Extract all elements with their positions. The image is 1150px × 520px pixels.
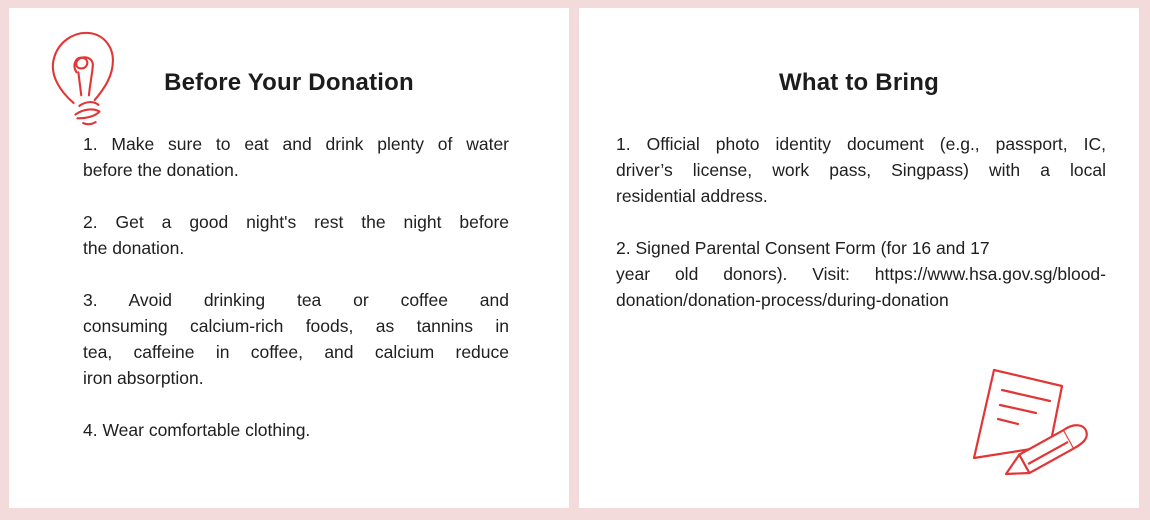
text-line: 3. Avoid drinking tea or coffee and xyxy=(83,290,509,310)
text-line: 4. Wear comfortable clothing. xyxy=(83,420,311,440)
card-body xyxy=(83,131,509,443)
list-item xyxy=(616,131,1106,209)
text-line: 1. Official photo identity document (e.g., passport, IC, xyxy=(616,134,1106,154)
card-before-donation xyxy=(9,8,569,508)
text-line: iron absorption. xyxy=(83,368,204,388)
text-line: the donation. xyxy=(83,238,185,258)
list-item xyxy=(616,235,1106,313)
text-line: 2. Get a good night's rest the night before xyxy=(83,212,509,232)
text-line: tea, caffeine in coffee, and calcium reduce xyxy=(83,342,509,362)
text-line: residential address. xyxy=(616,186,768,206)
text-line: 1. Make sure to eat and drink plenty of water xyxy=(83,134,509,154)
text-line: year old donors). Visit: https://www.hsa.gov.sg/blood- xyxy=(616,264,1106,284)
card-body xyxy=(616,131,1106,313)
list-item xyxy=(83,209,509,261)
list-item xyxy=(83,287,509,391)
card-title: What to Bring xyxy=(779,69,939,96)
card-title: Before Your Donation xyxy=(164,69,414,96)
text-line: driver’s license, work pass, Singpass) with a local xyxy=(616,160,1106,180)
text-line: consuming calcium-rich foods, as tannins in xyxy=(83,316,509,336)
list-item xyxy=(83,417,509,443)
list-item xyxy=(83,131,509,183)
card-what-to-bring xyxy=(579,8,1139,508)
text-line: 2. Signed Parental Consent Form (for 16 and 17 xyxy=(616,238,990,258)
pencil-paper-icon xyxy=(958,358,1098,483)
text-line: before the donation. xyxy=(83,160,239,180)
text-line: donation/donation-process/during-donation xyxy=(616,290,949,310)
